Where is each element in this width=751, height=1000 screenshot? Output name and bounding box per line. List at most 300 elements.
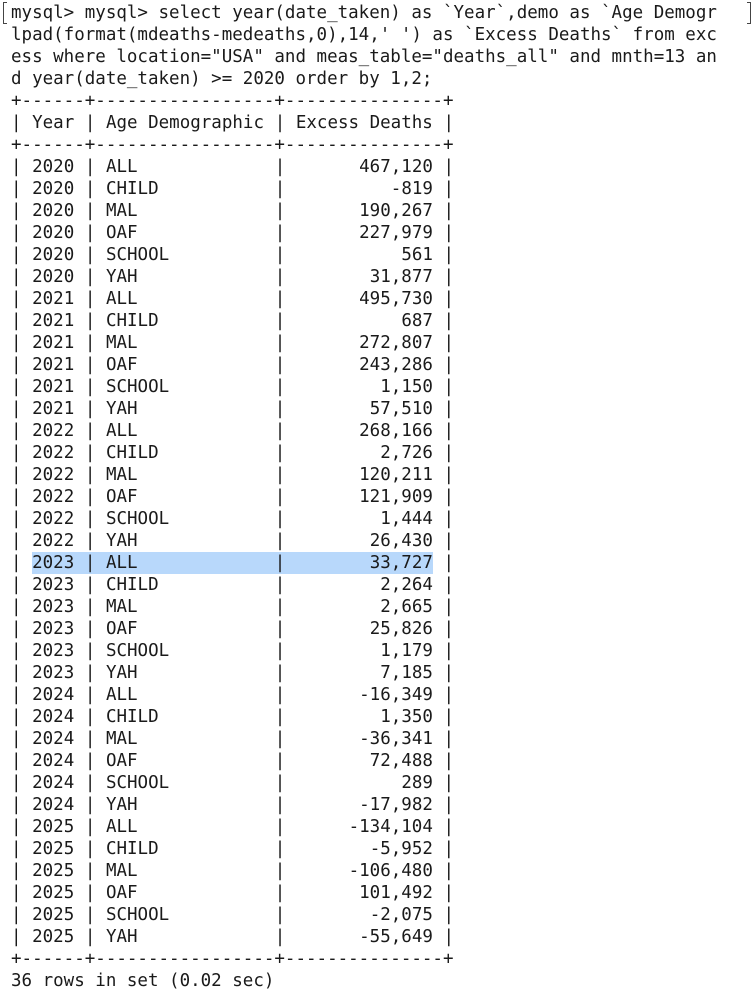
cell-excess-deaths: -819: [390, 179, 433, 199]
table-row: [11, 508, 751, 530]
column-separator: |: [443, 355, 455, 375]
cell-age-demographic: YAH: [105, 795, 138, 815]
cell-excess-deaths: 561: [401, 245, 433, 265]
cell-year: 2023: [32, 641, 75, 661]
cell-year: 2025: [32, 905, 75, 925]
column-separator: |: [11, 729, 22, 749]
column-separator: |: [274, 421, 286, 441]
column-separator: |: [11, 575, 22, 595]
table-row: [11, 574, 751, 596]
column-separator: |: [274, 619, 286, 639]
cell-age-demographic: SCHOOL: [105, 641, 170, 661]
table-row: [11, 706, 751, 728]
cell-year: 2024: [32, 707, 75, 727]
column-separator: |: [274, 795, 286, 815]
cell-year: 2024: [32, 773, 75, 793]
cell-year: 2023: [32, 553, 75, 573]
cell-age-demographic: OAF: [105, 619, 138, 639]
column-separator: |: [84, 509, 96, 529]
cell-age-demographic: OAF: [105, 883, 138, 903]
cell-year: 2024: [32, 751, 75, 771]
column-separator: |: [11, 795, 22, 815]
column-separator: |: [443, 267, 455, 287]
cell-excess-deaths: 289: [401, 773, 433, 793]
column-separator: |: [443, 795, 455, 815]
cell-excess-deaths: 57,510: [369, 399, 433, 419]
column-separator: |: [84, 641, 96, 661]
cell-year: 2021: [32, 399, 75, 419]
column-separator: |: [84, 289, 96, 309]
column-separator: |: [84, 707, 96, 727]
cell-excess-deaths: 26,430: [369, 531, 433, 551]
column-separator: |: [274, 663, 286, 683]
cell-age-demographic: CHILD: [105, 443, 159, 463]
column-separator: |: [11, 113, 22, 133]
column-separator: |: [11, 201, 22, 221]
column-separator: |: [84, 685, 96, 705]
column-separator: |: [274, 267, 286, 287]
column-separator: |: [443, 157, 455, 177]
header-age-demographic: Age Demographic: [105, 113, 264, 133]
table-row: [11, 530, 751, 552]
table-row: [11, 398, 751, 420]
column-separator: |: [84, 839, 96, 859]
column-separator: |: [443, 421, 455, 441]
column-separator: |: [443, 443, 455, 463]
column-separator: |: [11, 223, 22, 243]
cell-excess-deaths: -17,982: [359, 795, 433, 815]
column-separator: |: [84, 223, 96, 243]
column-separator: |: [274, 553, 286, 573]
column-separator: |: [274, 729, 286, 749]
cell-excess-deaths: -5,952: [369, 839, 433, 859]
table-row: [11, 464, 751, 486]
column-separator: |: [11, 773, 22, 793]
column-separator: |: [274, 201, 286, 221]
column-separator: |: [443, 575, 455, 595]
column-separator: |: [11, 157, 22, 177]
column-separator: |: [443, 619, 455, 639]
column-separator: |: [84, 751, 96, 771]
column-separator: |: [11, 641, 22, 661]
cell-excess-deaths: -55,649: [359, 927, 433, 947]
column-separator: |: [274, 817, 286, 837]
cell-age-demographic: SCHOOL: [105, 509, 170, 529]
column-separator: |: [84, 663, 96, 683]
cell-year: 2023: [32, 597, 75, 617]
column-separator: |: [11, 707, 22, 727]
cell-year: 2023: [32, 575, 75, 595]
table-row: [11, 552, 751, 574]
column-separator: |: [84, 421, 96, 441]
column-separator: |: [443, 861, 455, 881]
cell-age-demographic: OAF: [105, 223, 138, 243]
cell-age-demographic: SCHOOL: [105, 377, 170, 397]
column-separator: |: [274, 157, 286, 177]
cell-year: 2022: [32, 465, 75, 485]
column-separator: |: [84, 465, 96, 485]
cell-excess-deaths: 1,444: [380, 509, 433, 529]
column-separator: |: [11, 399, 22, 419]
column-separator: |: [11, 663, 22, 683]
table-row: [11, 926, 751, 948]
column-separator: |: [84, 355, 96, 375]
column-separator: |: [84, 729, 96, 749]
column-separator: |: [274, 685, 286, 705]
column-separator: |: [11, 509, 22, 529]
column-separator: |: [274, 597, 286, 617]
cell-excess-deaths: 7,185: [380, 663, 433, 683]
column-separator: |: [11, 179, 22, 199]
table-row: [11, 640, 751, 662]
column-separator: |: [84, 927, 96, 947]
column-separator: |: [11, 465, 22, 485]
column-separator: |: [274, 707, 286, 727]
cell-age-demographic: SCHOOL: [105, 905, 170, 925]
cell-excess-deaths: 2,665: [380, 597, 433, 617]
column-separator: |: [11, 927, 22, 947]
table-row: [11, 376, 751, 398]
column-separator: |: [443, 377, 455, 397]
column-separator: |: [274, 773, 286, 793]
column-separator: |: [11, 311, 22, 331]
cell-year: 2025: [32, 883, 75, 903]
table-header-row: [11, 112, 751, 134]
cell-year: 2021: [32, 377, 75, 397]
column-separator: |: [11, 443, 22, 463]
column-separator: |: [443, 333, 455, 353]
column-separator: |: [443, 531, 455, 551]
cell-year: 2024: [32, 795, 75, 815]
column-separator: |: [11, 817, 22, 837]
table-row: [11, 794, 751, 816]
command-mark-left: [3, 2, 7, 24]
column-separator: |: [274, 751, 286, 771]
column-separator: |: [84, 905, 96, 925]
cell-age-demographic: CHILD: [105, 839, 159, 859]
column-separator: |: [274, 245, 286, 265]
table-row: [11, 838, 751, 860]
header-year: Year: [32, 113, 75, 133]
cell-age-demographic: YAH: [105, 531, 138, 551]
column-separator: |: [274, 905, 286, 925]
column-separator: |: [274, 465, 286, 485]
cell-year: 2020: [32, 157, 75, 177]
column-separator: |: [274, 289, 286, 309]
column-separator: |: [84, 531, 96, 551]
column-separator: |: [84, 487, 96, 507]
column-separator: |: [443, 817, 455, 837]
table-row: [11, 596, 751, 618]
column-separator: |: [11, 553, 22, 573]
column-separator: |: [443, 399, 455, 419]
cell-age-demographic: CHILD: [105, 707, 159, 727]
cell-age-demographic: CHILD: [105, 575, 159, 595]
command-line: ess where location="USA" and meas_table="deaths_all" and mnth=13 an: [11, 47, 717, 67]
column-separator: |: [84, 795, 96, 815]
cell-age-demographic: ALL: [105, 553, 138, 573]
column-separator: |: [443, 201, 455, 221]
column-separator: |: [443, 641, 455, 661]
column-separator: |: [443, 685, 455, 705]
cell-year: 2021: [32, 333, 75, 353]
column-separator: |: [443, 245, 455, 265]
column-separator: |: [443, 663, 455, 683]
column-separator: |: [274, 333, 286, 353]
column-separator: |: [274, 927, 286, 947]
cell-age-demographic: OAF: [105, 751, 138, 771]
cell-excess-deaths: 495,730: [359, 289, 433, 309]
table-border: +------+-----------------+---------------+: [11, 91, 454, 111]
column-separator: |: [443, 729, 455, 749]
table-row: [11, 882, 751, 904]
column-separator: |: [11, 289, 22, 309]
table-row: [11, 354, 751, 376]
cell-age-demographic: OAF: [105, 487, 138, 507]
cell-excess-deaths: 227,979: [359, 223, 433, 243]
column-separator: |: [443, 707, 455, 727]
table-row: [11, 728, 751, 750]
column-separator: |: [84, 883, 96, 903]
column-separator: |: [84, 245, 96, 265]
column-separator: |: [84, 575, 96, 595]
column-separator: |: [84, 619, 96, 639]
table-row: [11, 750, 751, 772]
cell-year: 2020: [32, 245, 75, 265]
cell-age-demographic: YAH: [105, 267, 138, 287]
column-separator: |: [443, 289, 455, 309]
column-separator: |: [84, 113, 96, 133]
cell-year: 2020: [32, 201, 75, 221]
table-border: +------+-----------------+---------------+: [11, 949, 454, 969]
cell-excess-deaths: 2,726: [380, 443, 433, 463]
table-row: [11, 310, 751, 332]
column-separator: |: [274, 531, 286, 551]
column-separator: |: [11, 377, 22, 397]
cell-year: 2025: [32, 817, 75, 837]
column-separator: |: [11, 883, 22, 903]
terminal-window[interactable]: [3, 0, 751, 1000]
cell-age-demographic: CHILD: [105, 311, 159, 331]
header-excess-deaths: Excess Deaths: [295, 113, 433, 133]
table-row: [11, 156, 751, 178]
cell-excess-deaths: 1,150: [380, 377, 433, 397]
table-row: [11, 904, 751, 926]
cell-year: 2022: [32, 487, 75, 507]
cell-excess-deaths: 1,179: [380, 641, 433, 661]
column-separator: |: [274, 179, 286, 199]
cell-excess-deaths: 31,877: [369, 267, 433, 287]
cell-year: 2025: [32, 927, 75, 947]
cell-year: 2022: [32, 421, 75, 441]
column-separator: |: [274, 861, 286, 881]
column-separator: |: [84, 773, 96, 793]
cell-age-demographic: SCHOOL: [105, 245, 170, 265]
cell-year: 2025: [32, 861, 75, 881]
column-separator: |: [11, 333, 22, 353]
cell-age-demographic: YAH: [105, 399, 138, 419]
command-line: d year(date_taken) >= 2020 order by 1,2;: [11, 69, 433, 89]
column-separator: |: [11, 685, 22, 705]
column-separator: |: [443, 223, 455, 243]
column-separator: |: [274, 575, 286, 595]
column-separator: |: [274, 509, 286, 529]
table-row: [11, 684, 751, 706]
cell-excess-deaths: 121,909: [359, 487, 433, 507]
cell-age-demographic: MAL: [105, 729, 138, 749]
column-separator: |: [11, 267, 22, 287]
column-separator: |: [274, 113, 286, 133]
table-row: [11, 244, 751, 266]
table-row: [11, 860, 751, 882]
cell-age-demographic: ALL: [105, 817, 138, 837]
cell-year: 2022: [32, 531, 75, 551]
column-separator: |: [443, 927, 455, 947]
cell-excess-deaths: 33,727: [369, 553, 433, 573]
table-row: [11, 222, 751, 244]
column-separator: |: [11, 355, 22, 375]
column-separator: |: [443, 905, 455, 925]
command-line: lpad(format(mdeaths-medeaths,0),14,' ') as `Excess Deaths` from exc: [11, 25, 717, 45]
table-row: [11, 662, 751, 684]
cell-age-demographic: MAL: [105, 465, 138, 485]
column-separator: |: [84, 311, 96, 331]
table-row: [11, 200, 751, 222]
cell-year: 2024: [32, 685, 75, 705]
cell-year: 2023: [32, 619, 75, 639]
cell-age-demographic: YAH: [105, 663, 138, 683]
table-row: [11, 420, 751, 442]
table-row: [11, 288, 751, 310]
column-separator: |: [11, 245, 22, 265]
column-separator: |: [443, 311, 455, 331]
column-separator: |: [11, 751, 22, 771]
column-separator: |: [274, 399, 286, 419]
result-summary: 36 rows in set (0.02 sec): [11, 971, 275, 991]
cell-excess-deaths: -134,104: [348, 817, 433, 837]
cell-year: 2022: [32, 443, 75, 463]
column-separator: |: [274, 311, 286, 331]
table-row: [11, 442, 751, 464]
cell-excess-deaths: 101,492: [359, 883, 433, 903]
cell-age-demographic: ALL: [105, 685, 138, 705]
cell-excess-deaths: -2,075: [369, 905, 433, 925]
column-separator: |: [84, 157, 96, 177]
table-row: [11, 266, 751, 288]
cell-excess-deaths: 268,166: [359, 421, 433, 441]
table-border: +------+-----------------+---------------+: [11, 135, 454, 155]
cell-excess-deaths: 2,264: [380, 575, 433, 595]
cell-excess-deaths: 120,211: [359, 465, 433, 485]
column-separator: |: [443, 179, 455, 199]
table-row: [11, 486, 751, 508]
cell-year: 2025: [32, 839, 75, 859]
column-separator: |: [84, 597, 96, 617]
cell-year: 2020: [32, 223, 75, 243]
column-separator: |: [274, 641, 286, 661]
column-separator: |: [443, 487, 455, 507]
cell-year: 2024: [32, 729, 75, 749]
column-separator: |: [443, 597, 455, 617]
column-separator: |: [443, 553, 455, 573]
column-separator: |: [84, 553, 96, 573]
cell-age-demographic: ALL: [105, 289, 138, 309]
column-separator: |: [443, 113, 455, 133]
cell-excess-deaths: 25,826: [369, 619, 433, 639]
cell-excess-deaths: -106,480: [348, 861, 433, 881]
cell-excess-deaths: 1,350: [380, 707, 433, 727]
cell-year: 2020: [32, 267, 75, 287]
command-line: mysql> mysql> select year(date_taken) as `Year`,demo as `Age Demogr: [11, 3, 717, 23]
cell-age-demographic: MAL: [105, 333, 138, 353]
column-separator: |: [443, 839, 455, 859]
cell-year: 2021: [32, 355, 75, 375]
column-separator: |: [443, 465, 455, 485]
column-separator: |: [274, 487, 286, 507]
cell-age-demographic: ALL: [105, 157, 138, 177]
column-separator: |: [84, 267, 96, 287]
cell-excess-deaths: 243,286: [359, 355, 433, 375]
cell-age-demographic: MAL: [105, 861, 138, 881]
cell-excess-deaths: 467,120: [359, 157, 433, 177]
cell-age-demographic: CHILD: [105, 179, 159, 199]
cell-excess-deaths: 272,807: [359, 333, 433, 353]
column-separator: |: [274, 355, 286, 375]
cell-age-demographic: MAL: [105, 597, 138, 617]
column-separator: |: [443, 751, 455, 771]
column-separator: |: [274, 377, 286, 397]
column-separator: |: [84, 861, 96, 881]
column-separator: |: [274, 223, 286, 243]
column-separator: |: [11, 487, 22, 507]
column-separator: |: [11, 861, 22, 881]
column-separator: |: [11, 839, 22, 859]
table-row: [11, 772, 751, 794]
column-separator: |: [11, 597, 22, 617]
column-separator: |: [11, 619, 22, 639]
column-separator: |: [274, 839, 286, 859]
column-separator: |: [443, 773, 455, 793]
cell-age-demographic: ALL: [105, 421, 138, 441]
table-row: [11, 816, 751, 838]
column-separator: |: [274, 883, 286, 903]
cell-age-demographic: OAF: [105, 355, 138, 375]
column-separator: |: [443, 509, 455, 529]
command-mark-right: [747, 2, 751, 24]
cell-age-demographic: MAL: [105, 201, 138, 221]
column-separator: |: [84, 399, 96, 419]
cell-excess-deaths: 72,488: [369, 751, 433, 771]
column-separator: |: [11, 905, 22, 925]
cell-year: 2022: [32, 509, 75, 529]
cell-year: 2021: [32, 311, 75, 331]
column-separator: |: [84, 443, 96, 463]
column-separator: |: [443, 883, 455, 903]
column-separator: |: [11, 531, 22, 551]
cell-age-demographic: SCHOOL: [105, 773, 170, 793]
cell-excess-deaths: 687: [401, 311, 433, 331]
cell-year: 2021: [32, 289, 75, 309]
column-separator: |: [84, 377, 96, 397]
table-row: [11, 618, 751, 640]
cell-year: 2023: [32, 663, 75, 683]
column-separator: |: [84, 179, 96, 199]
cell-excess-deaths: -36,341: [359, 729, 433, 749]
column-separator: |: [84, 333, 96, 353]
table-row: [11, 178, 751, 200]
column-separator: |: [84, 817, 96, 837]
column-separator: |: [11, 421, 22, 441]
